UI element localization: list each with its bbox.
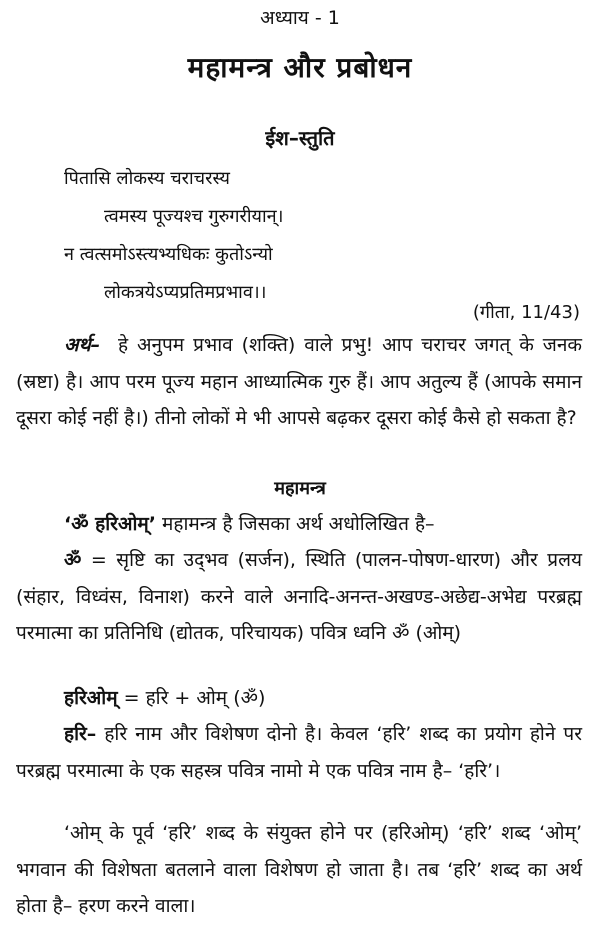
mantra-term: ‘ॐ हरिओम्’ [64, 513, 156, 535]
mantra-text: महामन्त्र है जिसका अर्थ अधोलिखित है– [155, 513, 435, 535]
hari-term: हरि– [64, 723, 97, 745]
verse-line: त्वमस्य पूज्यश्च गुरुगरीयान्। [104, 206, 284, 227]
verse-line: न त्वत्समोऽस्त्यभ्यधिकः कुतोऽन्यो [64, 244, 273, 265]
om-hari-paragraph [16, 815, 582, 925]
hari-text: हरि नाम और विशेषण दोनो है। केवल ‘हरि’ शब्द का प्रयोग होने पर परब्रह्म परमात्मा के एक सहस्त्र पवित्र नामो मे एक पवित्र नाम है– ‘हरि’। [16, 723, 582, 782]
page-title: महामन्त्र और प्रबोधन [187, 51, 413, 84]
om-term: ॐ [64, 549, 82, 571]
meaning-text: हे अनुपम प्रभाव (शक्ति) वाले प्रभु! आप चराचर जगत् के जनक (स्रष्टा) है। आप परम पूज्य महान आध्यात्मिक गुरु हैं। आप अतुल्य हैं (आपके समान दूसरा कोई नहीं है।) तीनो लोकों मे भी आपसे बढ़कर दूसरा कोई कैसे हो सकता है? [16, 334, 582, 429]
mantra-paragraph [16, 506, 582, 543]
verse-line: पितासि लोकस्य चराचरस्य [64, 168, 230, 189]
section-heading-ish-stuti: ईश–स्तुति [265, 126, 335, 150]
hari-paragraph [16, 716, 582, 789]
meaning-label: अर्थ– [64, 334, 101, 356]
verse-line: लोकत्रयेऽप्यप्रतिमप्रभाव।। [104, 282, 267, 303]
verse-citation: (गीता, 11/43) [472, 302, 580, 323]
om-paragraph [16, 542, 582, 652]
hariom-equation [16, 680, 582, 717]
chapter-label: अध्याय - 1 [260, 7, 340, 29]
om-hari-text: ‘ओम् के पूर्व ‘हरि’ शब्द के संयुक्त होने पर (हरिओम्) ‘हरि’ शब्द ‘ओम्’ भगवान की विशेषता बतलाने वाला विशेषण हो जाता है। तब ‘हरि’ शब्द का अर्थ होता है– हरण करने वाला। [16, 822, 582, 917]
hariom-text: = हरि + ओम् (ॐ) [117, 687, 266, 709]
om-text: = सृष्टि का उद्‌भव (सर्जन), स्थिति (पालन-पोषण-धारण) और प्रलय (संहार, विध्वंस, विनाश) करने वाले अनादि-अनन्त-अखण्ड-अछेद्य-अभेद्य परब्रह्म परमात्मा का प्रतिनिधि (द्योतक, परिचायक) पवित्र ध्वनि ॐ (ओम्) [16, 549, 582, 644]
section-heading-mahamantra: महामन्त्र [274, 478, 326, 499]
hariom-term: हरिओम् [64, 687, 118, 709]
meaning-paragraph [16, 327, 582, 437]
